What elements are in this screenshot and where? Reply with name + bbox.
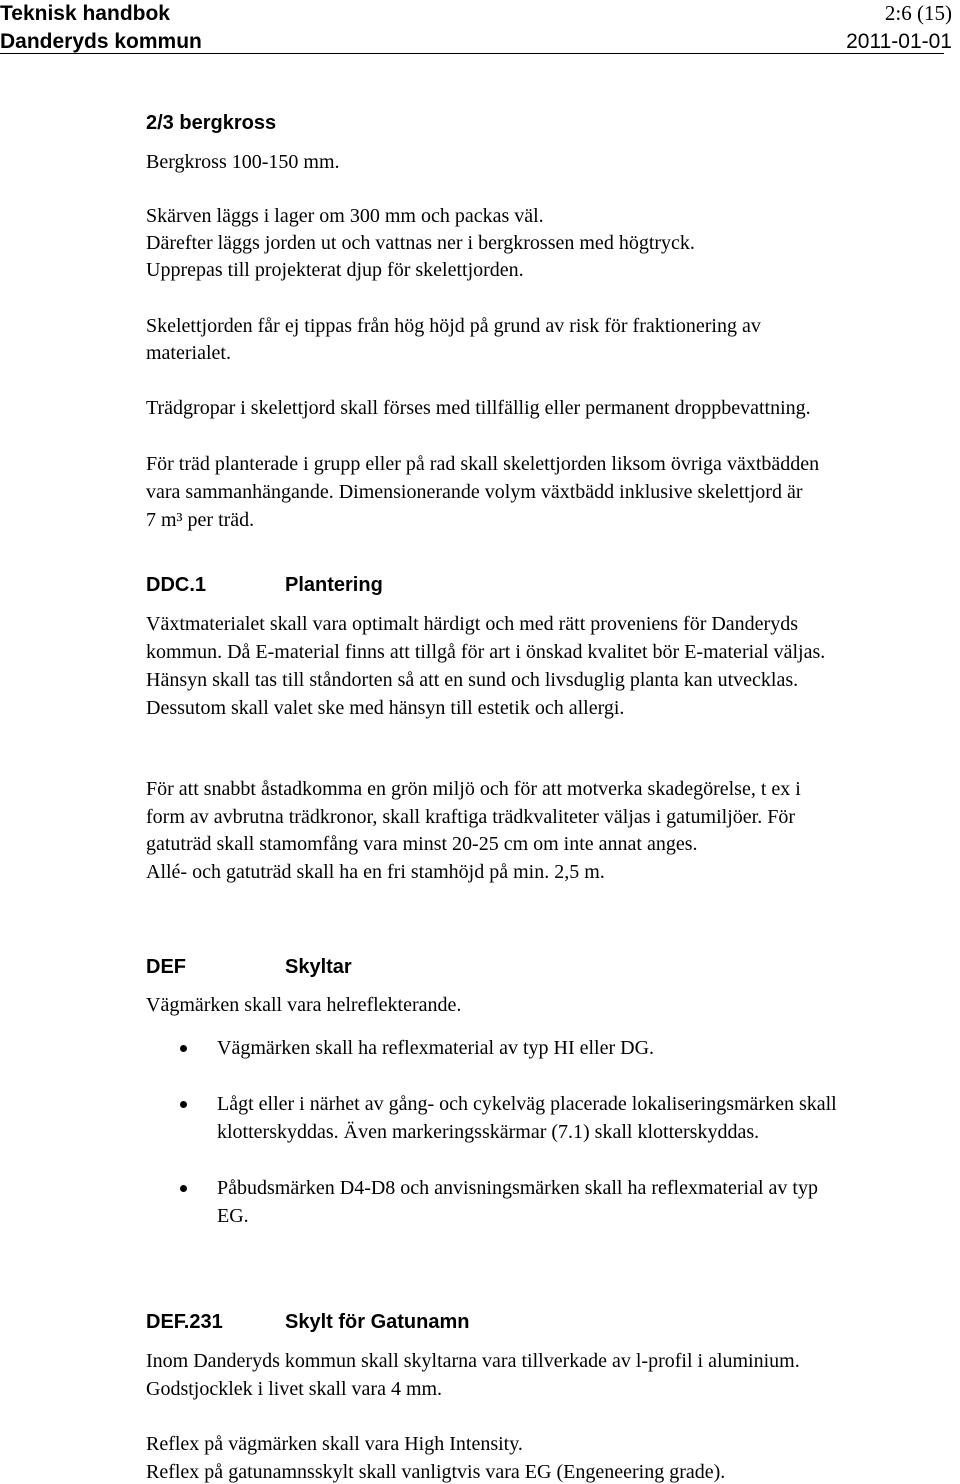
bullet-text: klotterskyddas. Även markeringsskärmar (7.1) skall klotterskyddas.: [217, 1121, 760, 1143]
bullet-text: Lågt eller i närhet av gång- och cykelväg placerade lokaliseringsmärken skall: [217, 1093, 837, 1115]
section-title-skyltar: Skyltar: [285, 956, 352, 978]
paragraph-line: gatuträd skall stamomfång vara minst 20-25 cm om inte annat anges.: [146, 833, 698, 855]
paragraph-line: Därefter läggs jorden ut och vattnas ner i bergkrossen med högtryck.: [146, 232, 695, 254]
paragraph-line: För träd planterade i grupp eller på rad skall skelettjorden liksom övriga växtbädden: [146, 453, 820, 475]
bullet-text: Vägmärken skall ha reflexmaterial av typ HI eller DG.: [217, 1037, 655, 1059]
header-rule: [0, 53, 944, 54]
page-number: 2:6 (15): [884, 1, 952, 25]
paragraph-line: 7 m³ per träd.: [146, 509, 255, 531]
section-title-skylt-for-gatunamn: Skylt för Gatunamn: [285, 1311, 470, 1333]
section-code-def231: DEF.231: [146, 1311, 223, 1333]
paragraph-line: Reflex på vägmärken skall vara High Intensity.: [146, 1433, 523, 1455]
municipality-name: Danderyds kommun: [0, 30, 202, 53]
bullet-icon: [180, 1185, 187, 1192]
bullet-text: EG.: [217, 1205, 249, 1227]
paragraph-line: form av avbrutna trädkronor, skall kraftiga trädkvaliteter väljas i gatumiljöer. För: [146, 806, 795, 828]
paragraph-line: Inom Danderyds kommun skall skyltarna vara tillverkade av l-profil i aluminium.: [146, 1350, 800, 1372]
paragraph-line: Skärven läggs i lager om 300 mm och packas väl.: [146, 205, 544, 227]
section-title-plantering: Plantering: [285, 574, 383, 596]
paragraph-line: Växtmaterialet skall vara optimalt härdigt och med rätt proveniens för Danderyds: [146, 613, 799, 635]
section-code-def: DEF: [146, 956, 186, 978]
paragraph-line: Hänsyn skall tas till ståndorten så att en sund och livsduglig planta kan utvecklas.: [146, 669, 799, 691]
paragraph-line: Skelettjorden får ej tippas från hög höjd på grund av risk för fraktionering av: [146, 315, 761, 337]
paragraph-line: Godstjocklek i livet skall vara 4 mm.: [146, 1378, 443, 1400]
document-title: Teknisk handbok: [0, 2, 170, 25]
bullet-icon: [180, 1101, 187, 1108]
paragraph-line: Vägmärken skall vara helreflekterande.: [146, 994, 462, 1016]
paragraph-line: Dessutom skall valet ske med hänsyn till estetik och allergi.: [146, 697, 625, 719]
bullet-icon: [180, 1045, 187, 1052]
paragraph-line: För att snabbt åstadkomma en grön miljö och för att motverka skadegörelse, t ex i: [146, 778, 801, 800]
document-date: 2011-01-01: [846, 30, 952, 53]
section-heading-bergkross: 2/3 bergkross: [146, 112, 277, 134]
section-code-ddc1: DDC.1: [146, 574, 207, 596]
paragraph-line: Bergkross 100-150 mm.: [146, 151, 340, 173]
paragraph-line: kommun. Då E-material finns att tillgå för art i önskad kvalitet bör E-material väljas.: [146, 641, 826, 663]
paragraph-line: materialet.: [146, 342, 231, 364]
paragraph-line: Reflex på gatunamnsskylt skall vanligtvis vara EG (Engeneering grade).: [146, 1461, 726, 1483]
paragraph-line: Upprepas till projekterat djup för skelettjorden.: [146, 259, 524, 281]
bullet-text: Påbudsmärken D4-D8 och anvisningsmärken skall ha reflexmaterial av typ: [217, 1177, 818, 1199]
paragraph-line: vara sammanhängande. Dimensionerande volym växtbädd inklusive skelettjord är: [146, 481, 803, 503]
paragraph-line: Trädgropar i skelettjord skall förses med tillfällig eller permanent droppbevattning.: [146, 397, 811, 419]
paragraph-line: Allé- och gatuträd skall ha en fri stamhöjd på min. 2,5 m.: [146, 861, 605, 883]
